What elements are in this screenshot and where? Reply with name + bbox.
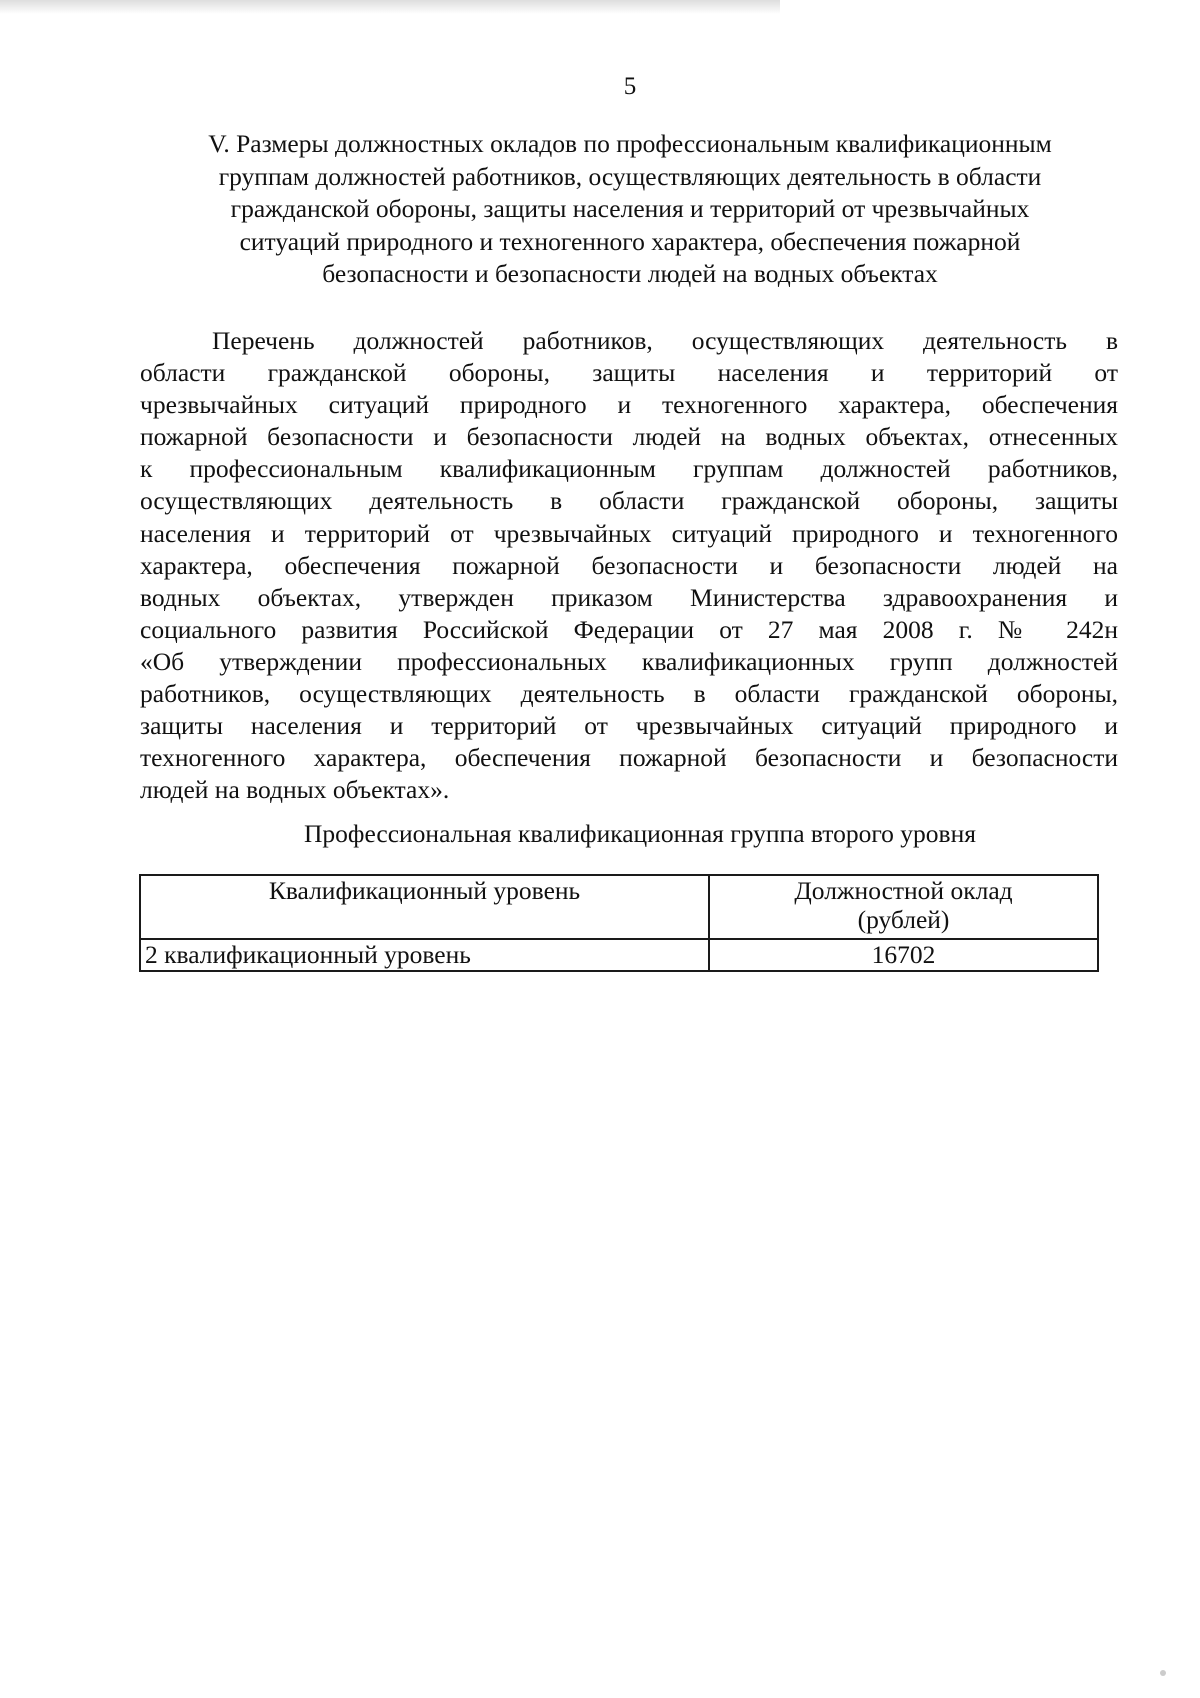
paragraph-line: пожарной безопасности и безопасности людей на водных объектах, отнесенных [140,422,1118,452]
paragraph-line: к профессиональным квалификационным группам должностей работников, [140,454,1118,484]
paragraph-line: осуществляющих деятельность в области гражданской обороны, защиты [140,486,1118,516]
page-number: 5 [623,73,637,100]
salary-table [139,874,1099,972]
body-paragraph [140,325,1118,806]
paragraph-line: характера, обеспечения пожарной безопасности и безопасности людей на [140,550,1118,580]
header-salary [709,875,1098,939]
cell-qualification-level: 2 квалификационный уровень [140,939,709,971]
paragraph-line: населения и территорий от чрезвычайных ситуаций природного и техногенного [140,518,1118,548]
table-header-row [140,875,1098,939]
paragraph-line: людей на водных объектах». [140,775,450,805]
section-title-line: гражданской обороны, защиты населения и территорий от чрезвычайных [230,194,1030,223]
paragraph-line: Перечень должностей работников, осуществляющих деятельность в [212,326,1118,355]
header-salary-unit: (рублей) [857,905,950,934]
table-row [140,939,1098,971]
paragraph-line: «Об утверждении профессиональных квалификационных групп должностей [140,646,1118,676]
scan-speck-artifact [1160,1670,1166,1676]
section-title-line: безопасности и безопасности людей на водных объектах [322,259,938,288]
paragraph-line: социального развития Российской Федерации от 27 мая 2008 г. № 242н [140,614,1118,644]
group-caption: Профессиональная квалификационная группа второго уровня [304,819,976,848]
paragraph-line: защиты населения и территорий от чрезвычайных ситуаций природного и [140,711,1118,741]
scan-edge-artifact [0,0,780,14]
header-qualification-level: Квалификационный уровень [140,875,709,939]
paragraph-line: техногенного характера, обеспечения пожарной безопасности и безопасности [140,743,1118,773]
header-salary-line: Должностной оклад [794,876,1013,905]
section-title-line: ситуаций природного и техногенного характера, обеспечения пожарной [239,226,1021,256]
paragraph-line: области гражданской обороны, защиты населения и территорий от [140,358,1118,388]
paragraph-line: водных объектах, утвержден приказом Министерства здравоохранения и [140,582,1118,612]
cell-salary: 16702 [709,939,1098,971]
section-title [140,128,1120,291]
paragraph-line: работников, осуществляющих деятельность в области гражданской обороны, [140,679,1118,709]
section-title-line: V. Размеры должностных окладов по профессиональным квалификационным [208,129,1052,158]
section-title-line: группам должностей работников, осуществляющих деятельность в области [218,161,1042,191]
paragraph-line: чрезвычайных ситуаций природного и техногенного характера, обеспечения [140,390,1118,420]
